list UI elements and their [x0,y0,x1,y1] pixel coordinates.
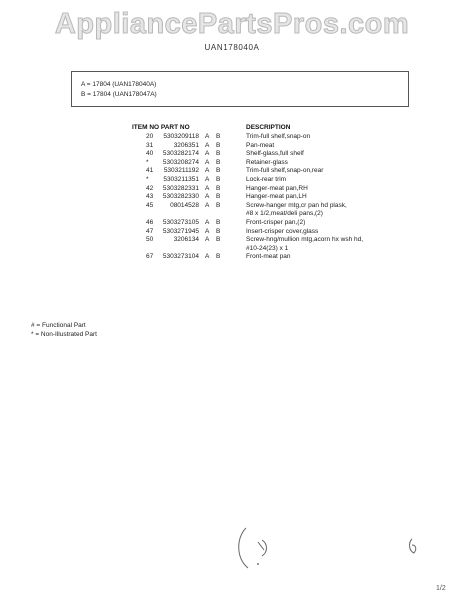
watermark: AppliancePartsPros.com [54,8,410,40]
item-number: 31 [146,141,154,149]
item-number: * [146,158,149,166]
part-number: 5303211192 [163,167,199,175]
part-number: 5303208274 [162,158,199,166]
part-number: 08014528 [170,201,199,209]
part-number: 3206351 [173,141,199,149]
part-number: 3206134 [173,236,199,244]
header-description: DESCRIPTION [246,124,291,131]
model-a-flag: A [205,141,210,149]
model-b-flag: B [216,201,221,209]
model-b-flag: B [216,141,221,149]
scan-mark-left [228,520,283,575]
model-a-flag: A [205,150,210,158]
part-description-cont: #10-24(23) x 1 [246,244,289,252]
model-a-flag: A [205,236,210,244]
model-b-flag: B [216,227,221,235]
item-number: 40 [146,150,154,158]
model-b-flag: B [216,176,221,183]
item-number: 42 [146,184,154,192]
model-b-flag: B [216,219,221,226]
part-description: Front-meat pan [246,253,291,261]
item-number: 50 [146,236,154,244]
model-key-b: B = 17804 (UAN178047A) [81,91,157,98]
model-a-flag: A [205,184,210,192]
model-b-flag: B [216,150,221,158]
model-key-box [71,71,409,107]
model-b-flag: B [216,184,221,192]
model-b-flag: B [216,253,221,261]
part-description: Trim-full shelf,snap-on [246,133,311,140]
part-description: Screw-hng/mullion mtg,acorn hx wsh hd, [246,236,364,244]
part-number: 5303282331 [162,184,199,192]
part-description: Retainer-glass [246,158,288,166]
model-a-flag: A [205,227,210,235]
part-description: Hanger-meat pan,RH [246,184,308,192]
part-description: Shelf-glass,full shelf [246,150,304,158]
model-b-flag: B [216,193,221,201]
model-a-flag: A [205,253,210,261]
item-number: 46 [146,219,154,226]
model-b-flag: B [216,158,221,166]
part-description: Lock-rear trim [246,176,287,183]
item-number: * [146,176,149,183]
model-a-flag: A [205,133,210,140]
model-b-flag: B [216,133,221,140]
model-a-flag: A [205,176,210,183]
model-a-flag: A [205,193,210,201]
part-description: Front-crisper pan,(2) [246,219,306,226]
item-number: 45 [146,201,154,209]
part-number: 5303282330 [162,193,199,201]
item-number: 47 [146,227,154,235]
scan-mark-right [404,535,424,560]
model-b-flag: B [216,236,221,244]
table-row [0,253,464,263]
legend-non-illustrated: * = Non-Illustrated Part [31,331,97,338]
item-number: 20 [146,133,154,140]
model-number: UAN178040A [204,43,260,52]
part-description: Hanger-meat pan,LH [246,193,307,201]
model-a-flag: A [205,158,210,166]
header-item-part: ITEM NO PART NO [132,124,190,131]
part-number: 5303273105 [162,219,199,226]
part-number: 5303271945 [162,227,199,235]
model-a-flag: A [205,167,210,175]
part-description: Insert-crisper cover,glass [246,227,319,235]
model-key-a: A = 17804 (UAN178040A) [81,81,157,88]
part-description-cont: #8 x 1/2,meat/deli pans,(2) [246,210,323,218]
page-number: 1/2 [436,585,446,592]
item-number: 41 [146,167,154,175]
part-number: 5303209118 [163,133,199,140]
part-description: Screw-hanger mtg,cr pan hd plask, [246,201,347,209]
model-a-flag: A [205,219,210,226]
legend-functional: # = Functional Part [31,322,86,329]
part-number: 5303211351 [163,176,199,183]
part-description: Trim-full shelf,snap-on,rear [246,167,324,175]
part-description: Pan-meat [246,141,275,149]
part-number: 5303282174 [162,150,199,158]
item-number: 67 [146,253,154,261]
model-a-flag: A [205,201,210,209]
item-number: 43 [146,193,154,201]
part-number: 5303273104 [162,253,199,261]
model-b-flag: B [216,167,221,175]
